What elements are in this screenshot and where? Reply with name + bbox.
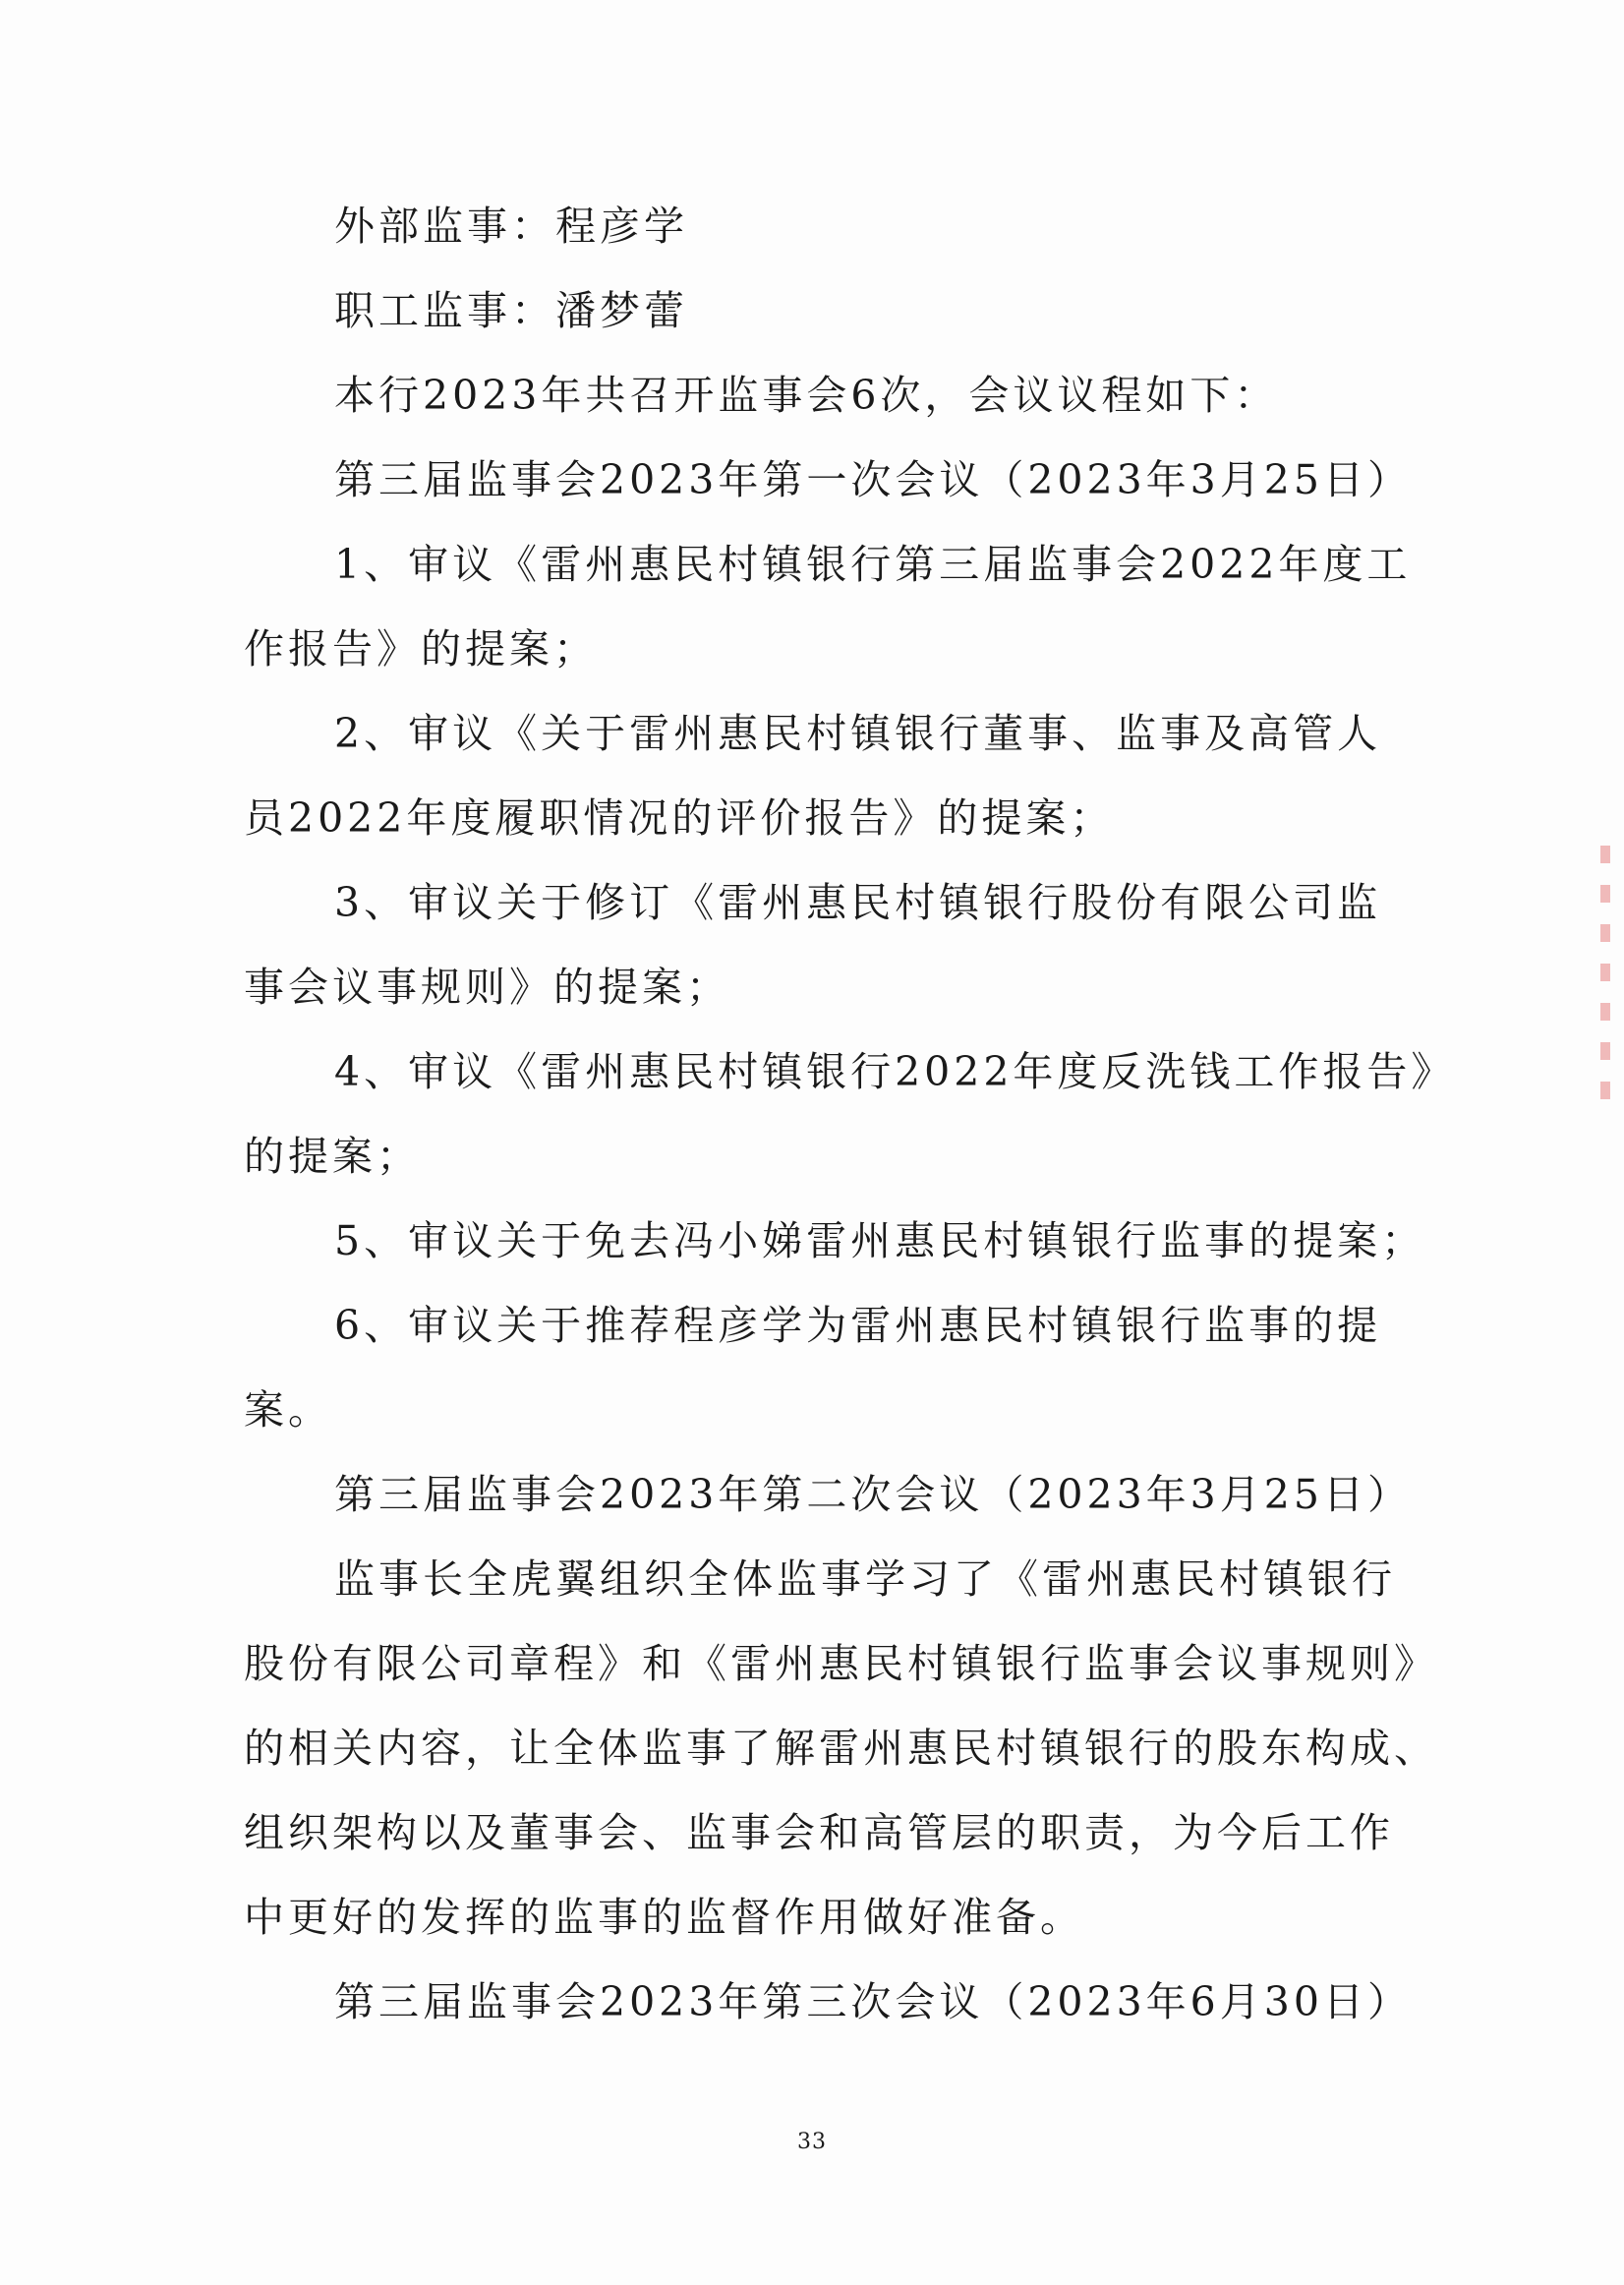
meeting-3-heading: 第三届监事会2023年第三次会议（2023年6月30日）	[334, 1978, 1412, 2025]
agenda-item-1: 1、审议《雷州惠民村镇银行第三届监事会2022年度工	[334, 541, 1412, 588]
agenda-item-1-cont: 作报告》的提案；	[244, 625, 598, 673]
meeting-2-paragraph-line-3: 的相关内容，让全体监事了解雷州惠民村镇银行的股东构成、	[244, 1725, 1438, 1772]
edge-stamp-mark	[1600, 846, 1610, 1121]
agenda-item-4: 4、审议《雷州惠民村镇银行2022年度反洗钱工作报告》	[334, 1048, 1456, 1095]
agenda-item-3: 3、审议关于修订《雷州惠民村镇银行股份有限公司监	[334, 879, 1382, 926]
meeting-2-heading: 第三届监事会2023年第二次会议（2023年3月25日）	[334, 1471, 1412, 1518]
meeting-2-paragraph-line-5: 中更好的发挥的监事的监督作用做好准备。	[244, 1894, 1084, 1941]
meeting-2-paragraph-line-4: 组织架构以及董事会、监事会和高管层的职责，为今后工作	[244, 1809, 1394, 1856]
agenda-item-5: 5、审议关于免去冯小娣雷州惠民村镇银行监事的提案；	[334, 1217, 1426, 1264]
external-supervisor-line: 外部监事：程彦学	[334, 203, 688, 250]
meetings-summary-line: 本行2023年共召开监事会6次，会议议程如下：	[334, 372, 1279, 419]
staff-supervisor-line: 职工监事：潘梦蕾	[334, 287, 688, 334]
agenda-item-4-cont: 的提案；	[244, 1133, 421, 1180]
agenda-item-2: 2、审议《关于雷州惠民村镇银行董事、监事及高管人	[334, 710, 1382, 757]
agenda-item-2-cont: 员2022年度履职情况的评价报告》的提案；	[244, 794, 1115, 842]
agenda-item-3-cont: 事会议事规则》的提案；	[244, 964, 730, 1011]
meeting-2-paragraph-line-2: 股份有限公司章程》和《雷州惠民村镇银行监事会议事规则》	[244, 1640, 1438, 1687]
agenda-item-6-cont: 案。	[244, 1386, 332, 1434]
meeting-2-paragraph-line-1: 监事长全虎翼组织全体监事学习了《雷州惠民村镇银行	[334, 1555, 1396, 1603]
agenda-item-6: 6、审议关于推荐程彦学为雷州惠民村镇银行监事的提	[334, 1302, 1382, 1349]
page-number: 33	[797, 2130, 827, 2154]
meeting-1-heading: 第三届监事会2023年第一次会议（2023年3月25日）	[334, 456, 1412, 503]
